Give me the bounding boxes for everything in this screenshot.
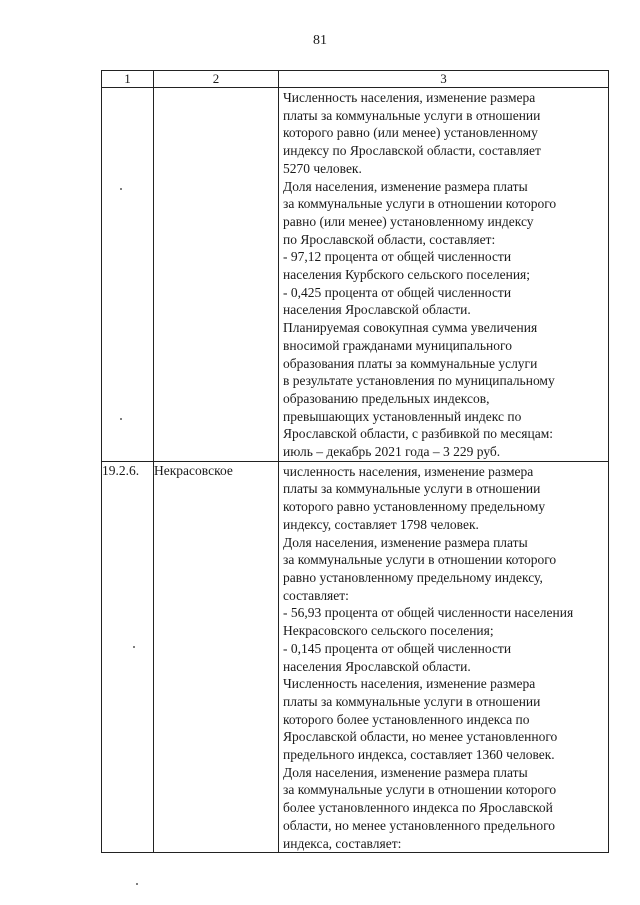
row-settlement-name bbox=[154, 88, 279, 462]
text-line: за коммунальные услуги в отношении которого bbox=[283, 552, 557, 568]
scan-speck bbox=[120, 418, 122, 420]
row-description bbox=[279, 461, 609, 852]
text-line: образования платы за коммунальные услуги bbox=[283, 355, 538, 371]
text-line: индекса, составляет: bbox=[283, 835, 402, 851]
row-number: 19.2.6. bbox=[102, 461, 154, 852]
text-line: платы за коммунальные услуги в отношении bbox=[283, 481, 541, 497]
text-line: - 97,12 процента от общей численности bbox=[283, 249, 512, 265]
scan-speck bbox=[120, 188, 122, 190]
text-line: в результате установления по муниципальному bbox=[283, 373, 555, 389]
text-line: Доля населения, изменение размера платы bbox=[283, 764, 528, 780]
text-line: составляет: bbox=[283, 587, 349, 603]
text-line: платы за коммунальные услуги в отношении bbox=[283, 107, 541, 123]
text-line: - 0,425 процента от общей численности bbox=[283, 284, 512, 300]
text-line: равно (или менее) установленному индексу bbox=[283, 213, 534, 229]
column-header-1: 1 bbox=[102, 71, 154, 88]
text-line: равно установленному предельному индексу, bbox=[283, 569, 543, 585]
text-line: индексу по Ярославской области, составляет bbox=[283, 143, 541, 159]
scan-speck bbox=[133, 646, 135, 648]
text-line: более установленного индекса по Ярославской bbox=[283, 800, 553, 816]
text-line: предельного индекса, составляет 1360 человек. bbox=[283, 747, 555, 763]
text-line: Доля населения, изменение размера платы bbox=[283, 178, 528, 194]
text-line: индексу, составляет 1798 человек. bbox=[283, 516, 479, 532]
text-line: Доля населения, изменение размера платы bbox=[283, 534, 528, 550]
text-line: вносимой гражданами муниципального bbox=[283, 337, 512, 353]
column-header-2: 2 bbox=[154, 71, 279, 88]
text-line: - 56,93 процента от общей численности населения bbox=[283, 605, 574, 621]
column-header-3: 3 bbox=[279, 71, 609, 88]
text-line: области, но менее установленного предельного bbox=[283, 817, 556, 833]
table-row bbox=[102, 461, 609, 852]
scan-speck bbox=[136, 883, 138, 885]
document-table bbox=[101, 70, 609, 853]
text-line: численность населения, изменение размера bbox=[283, 463, 534, 479]
text-line: Ярославской области, но менее установленного bbox=[283, 729, 558, 745]
text-line: населения Ярославской области. bbox=[283, 658, 471, 674]
text-line: образованию предельных индексов, bbox=[283, 390, 490, 406]
text-line: Численность населения, изменение размера bbox=[283, 676, 536, 692]
text-line: по Ярославской области, составляет: bbox=[283, 231, 496, 247]
text-line: за коммунальные услуги в отношении которого bbox=[283, 782, 557, 798]
table-header-row bbox=[102, 71, 609, 88]
row-description bbox=[279, 88, 609, 462]
text-line: населения Ярославской области. bbox=[283, 302, 471, 318]
text-line: за коммунальные услуги в отношении которого bbox=[283, 196, 557, 212]
text-line: 5270 человек. bbox=[283, 160, 362, 176]
text-line: которого равно установленному предельному bbox=[283, 499, 546, 515]
text-line: населения Курбского сельского поселения; bbox=[283, 267, 531, 283]
text-line: июль – декабрь 2021 года – 3 229 руб. bbox=[283, 444, 501, 460]
text-line: которого более установленного индекса по bbox=[283, 711, 530, 727]
row-settlement-name: Некрасовское bbox=[154, 461, 279, 852]
text-line: платы за коммунальные услуги в отношении bbox=[283, 693, 541, 709]
text-line: Численность населения, изменение размера bbox=[283, 90, 536, 105]
text-line: Ярославской области, с разбивкой по месяцам: bbox=[283, 426, 554, 442]
text-line: превышающих установленный индекс по bbox=[283, 408, 522, 424]
text-line: - 0,145 процента от общей численности bbox=[283, 640, 512, 656]
row-number bbox=[102, 88, 154, 462]
table-row bbox=[102, 88, 609, 462]
text-line: которого равно (или менее) установленному bbox=[283, 125, 538, 141]
text-line: Планируемая совокупная сумма увеличения bbox=[283, 320, 538, 336]
text-line: Некрасовского сельского поселения; bbox=[283, 623, 494, 639]
page-number: 81 bbox=[313, 33, 327, 48]
